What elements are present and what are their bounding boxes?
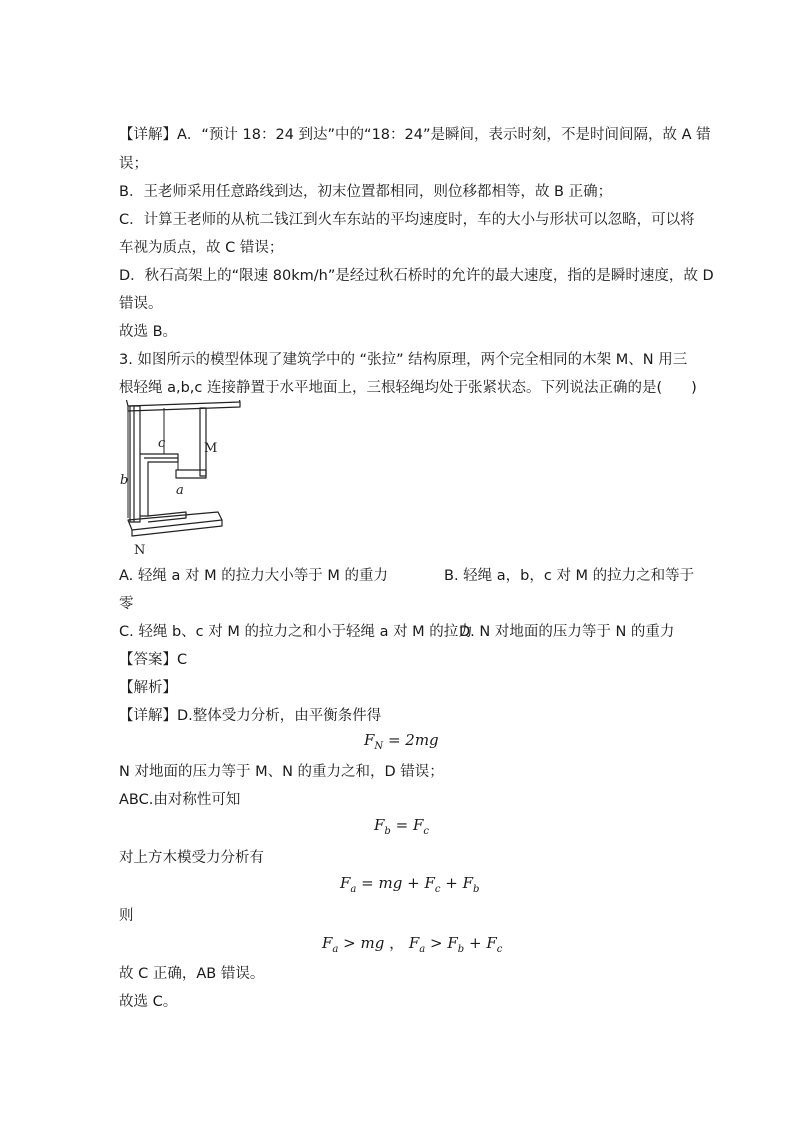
- detail-line-1: 【详解】A．“预计 18：24 到达”中的“18：24”是瞬间，表示时刻，不是时间间隔，故 A 错: [119, 127, 711, 143]
- frame-m-top-beam: [126, 400, 240, 406]
- line-upper-model: 对上方木模受力分析有: [119, 850, 264, 866]
- detail-line-3: B．王老师采用任意路线到达，初末位置都相同，则位移都相等，故 B 正确；: [119, 184, 613, 200]
- detail-line-2: 误；: [119, 156, 148, 172]
- detail-d-line: 【详解】D.整体受力分析，由平衡条件得: [119, 708, 382, 724]
- label-n: N: [134, 543, 146, 558]
- detail-line-4: C．计算王老师的从杭二钱江到火车东站的平均速度时，车的大小与形状可以忽略，可以将: [119, 212, 695, 228]
- formula-symmetry: $F_b = F_c$: [374, 816, 429, 837]
- line-abc-symmetry: ABC.由对称性可知: [119, 792, 241, 808]
- label-b: b: [120, 473, 129, 488]
- frame-m-bottom-arm: [176, 470, 206, 478]
- option-b-continued: 零: [119, 596, 134, 612]
- question-stem-line-1: 3. 如图所示的模型体现了建筑学中的 “张拉” 结构原理，两个完全相同的木架 M、N 用三: [119, 352, 688, 368]
- detail-line-5: 车视为质点，故 C 错误；: [119, 240, 284, 256]
- conclusion-line: 故 C 正确，AB 错误。: [119, 966, 265, 982]
- detail-line-6: D．秋石高架上的“限速 80km/h”是经过秋石桥时的允许的最大速度，指的是瞬时速度，故 D: [119, 268, 714, 284]
- answer-line: 【答案】C: [119, 652, 188, 668]
- option-d: D. N 对地面的压力等于 N 的重力: [459, 624, 675, 640]
- detail-line-8: 故选 B。: [119, 324, 178, 340]
- line-after-formula-1: N 对地面的压力等于 M、N 的重力之和，D 错误；: [119, 764, 444, 780]
- label-a: a: [176, 483, 184, 498]
- detail-line-7: 错误。: [119, 296, 163, 312]
- option-a: A. 轻绳 a 对 M 的拉力大小等于 M 的重力: [119, 568, 388, 584]
- frame-n-post: [130, 406, 140, 522]
- formula-normal-force: $F_N = 2mg$: [364, 731, 439, 752]
- label-m: M: [204, 441, 218, 456]
- label-c: c: [158, 436, 166, 451]
- option-c: C. 轻绳 b、c 对 M 的拉力之和小于轻绳 a 对 M 的拉力: [119, 624, 473, 640]
- analysis-title: 【解析】: [119, 680, 177, 696]
- option-b: B. 轻绳 a，b，c 对 M 的拉力之和等于: [444, 568, 695, 584]
- tensegrity-figure: [118, 400, 248, 560]
- final-choice-line: 故选 C。: [119, 994, 178, 1010]
- frame-n-top-arm: [140, 454, 178, 516]
- question-stem-line-2: 根轻绳 a,b,c 连接静置于水平地面上，三根轻绳均处于张紧状态。下列说法正确的是( ): [119, 380, 697, 396]
- formula-upper-balance: $F_a$ = mg + $F_c + F_b$: [340, 874, 480, 895]
- formula-inequalities: $F_a$ > mg ， $F_a > F_b + F_c$: [322, 934, 503, 955]
- line-then: 则: [119, 908, 134, 924]
